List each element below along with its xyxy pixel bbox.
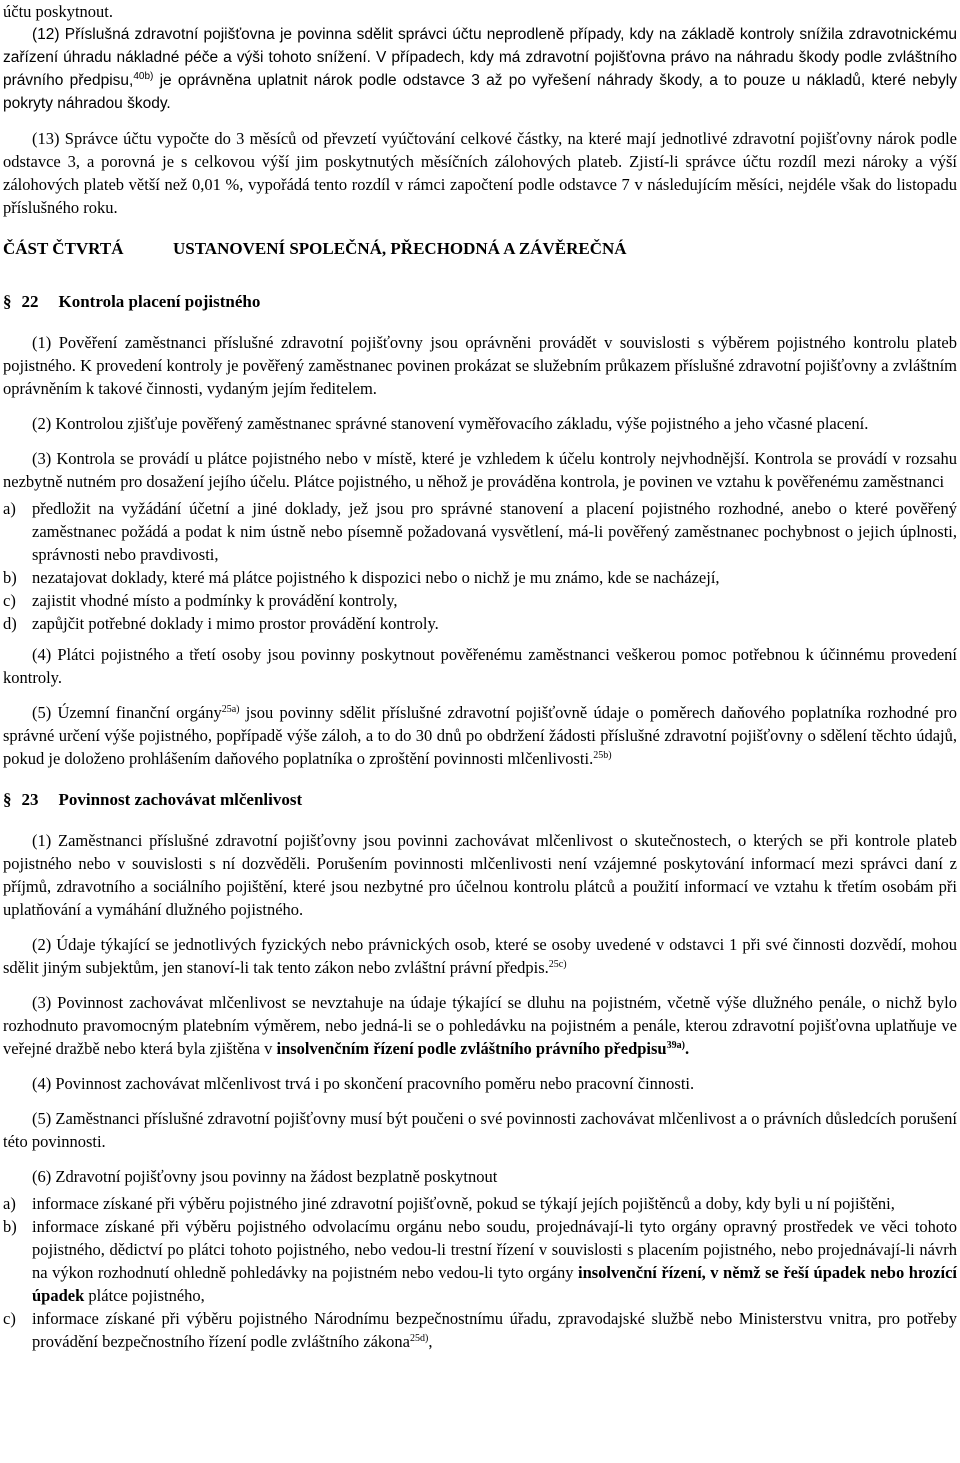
paragraph-12: (12) Příslušná zdravotní pojišťovna je povinna sdělit správci účtu neprodleně případy, kdy na základě kontroly snížila zdravotnickému zařízení úhradu nákladné péče a výši tohoto snížení. V případech, kdy má zdravotní pojišťovna právo na náhradu škody podle zvláštního právního předpisu,$^{40b)}$ je oprávněna uplatnit nárok podle odstavce 3 až po vyřešení náhrady škody, a to pouze u nákladů, které nebyly pokryty náhradou škody. (3, 26, 958, 112)
footnote-ref[interactable]: 25d) (410, 1333, 429, 1344)
footnote-ref[interactable]: 25b) (593, 750, 612, 761)
section-mark: § (3, 292, 12, 311)
s22-paragraph-4: (4) Plátci pojistného a třetí osoby jsou povinny poskytnout pověřenému zaměstnanci veškerou pomoc potřebnou k účinnému provedení kontroly. (3, 645, 957, 687)
footnote-ref[interactable]: 39a) (666, 1040, 685, 1051)
footnote-ref[interactable]: 25c) (548, 959, 567, 970)
list-item: a) informace získané při výběru pojistného jiné zdravotní pojišťovně, pokud se týkají jejích pojištěnců a doby, kdy byli u ní pojištěni, (3, 1194, 895, 1213)
s23-list (3, 1192, 957, 1353)
s22-paragraph-5: (5) Územní finanční orgány$^{25a)}$ jsou povinny sdělit příslušné zdravotní pojišťovně údaje o poměrech daňového poplatníka rozhodné pro správné určení výše pojistného, popřípadě výše záloh, a to do 30 dnů po obdržení žádosti příslušné zdravotní pojišťovny o sdělení těchto údajů, pokud je doloženo prohlášením daňového poplatníka o zproštění povinnosti mlčenlivosti.$^{25b)}$ (3, 703, 957, 768)
section-title: Kontrola placení pojistného (58, 292, 261, 311)
list-item: b) informace získané při výběru pojistného odvolacímu orgánu nebo soudu, projednávají-li tyto orgány opravný prostředek ve věci tohoto pojistného, dědictví po plátci tohoto pojistného, nebo vedou-li trestní řízení v souvislosti s placením pojistného, nebo projednávají-li návrh na výkon rozhodnutí ohledně pohledávky na pojistném nebo vedou-li tyto orgány insolvenční řízení, v němž se řeší úpadek nebo hrozící úpadek plátce pojistného, (3, 1217, 957, 1305)
footnote-ref[interactable]: 25a) (221, 704, 240, 715)
part-number: ČÁST ČTVRTÁ (3, 239, 124, 258)
s22-paragraph-2: (2) Kontrolou zjišťuje pověřený zaměstnanec správné stanovení vyměřovacího základu, výše pojistného a jeho včasné placení. (32, 414, 869, 433)
footnote-ref[interactable]: 40b) (133, 71, 154, 82)
s22-paragraph-1: (1) Pověření zaměstnanci příslušné zdravotní pojišťovny jsou oprávněni provádět v souvislosti s výběrem pojistného kontrolu plateb pojistného. K provedení kontroly je pověřený zaměstnanec povinen prokázat se služebním průkazem příslušné zdravotní pojišťovny a zvláštním oprávněním k takové činnosti, vydaným jejím ředitelem. (3, 333, 957, 398)
section-22-heading (3, 290, 957, 313)
s22-paragraph-3: (3) Kontrola se provádí u plátce pojistného nebo v místě, které je vzhledem k účelu kontroly nejvhodnější. Kontrola se provádí v rozsahu nezbytně nutném pro dosažení jejího účelu. Plátce pojistného, u něhož je prováděna kontrola, je povinen ve vztahu k pověřenému zaměstnanci (3, 449, 957, 491)
section-23-heading (3, 788, 957, 811)
list-item: a) předložit na vyžádání účetní a jiné doklady, jež jsou pro správné stanovení a placení pojistného rozhodné, anebo o které pověřený zaměstnanec požádá a podat k nim ústně nebo písemně požadovaná vysvětlení, má-li pověřený zaměstnanec pochybnost o jejich úplnosti, správnosti nebo pravdivosti, (3, 499, 957, 564)
s23-paragraph-3: (3) Povinnost zachovávat mlčenlivost se nevztahuje na údaje týkající se dluhu na pojistném, včetně výše dlužného penále, o nichž bylo rozhodnuto pravomocným platebním výměrem, nebo jedná-li se o pohledávku na pojistném a penále, kterou zdravotní pojišťovna uplatňuje ve veřejné dražbě nebo která byla zjištěna v insolvenčním řízení podle zvláštního právního předpisu$^{39a)}$. (3, 993, 957, 1058)
section-title: Povinnost zachovávat mlčenlivost (58, 790, 303, 809)
section-number: 23 (21, 790, 39, 809)
s23-paragraph-4: (4) Povinnost zachovávat mlčenlivost trvá i po skončení pracovního poměru nebo pracovní činnosti. (32, 1074, 695, 1093)
s22-list (3, 497, 957, 635)
s23-paragraph-6: (6) Zdravotní pojišťovny jsou povinny na žádost bezplatně poskytnout (32, 1167, 498, 1186)
list-item: d) zapůjčit potřebné doklady i mimo prostor provádění kontroly. (3, 614, 439, 633)
s23-paragraph-5: (5) Zaměstnanci příslušné zdravotní pojišťovny musí být poučeni o své povinnosti zachovávat mlčenlivost a o právních důsledcích porušení této povinnosti. (3, 1109, 957, 1151)
paragraph-13: (13) Správce účtu vypočte do 3 měsíců od převzetí vyúčtování celkové částky, na které mají jednotlivé zdravotní pojišťovny nárok podle odstavce 3, a porovná je s celkovou výší jim poskytnutých měsíčních zálohových plateb. Zjistí-li správce účtu rozdíl mezi nároky a výší zálohových plateb větší než 0,01 %, vypořádá tento rozdíl v rámci započtení podle odstavce 7 v následujícím měsíci, nejdéle však do listopadu příslušného roku. (3, 129, 957, 217)
s23-paragraph-2: (2) Údaje týkající se jednotlivých fyzických nebo právnických osob, které se osoby uvedené v odstavci 1 při své činnosti dozvědí, mohou sdělit jiným subjektům, jen stanoví-li tak tento zákon nebo zvláštní právní předpis.$^{25c)}$ (3, 935, 957, 977)
part-title: USTANOVENÍ SPOLEČNÁ, PŘECHODNÁ A ZÁVĚREČNÁ (173, 239, 627, 258)
section-mark: § (3, 790, 12, 809)
section-number: 22 (21, 292, 39, 311)
part-heading (3, 237, 957, 260)
top-fragment: účtu poskytnout. (3, 2, 113, 21)
list-item: c) zajistit vhodné místo a podmínky k provádění kontroly, (3, 591, 398, 610)
list-item: c) informace získané při výběru pojistného Národnímu bezpečnostnímu úřadu, zpravodajské službě nebo Ministerstvu vnitra, pro potřeby provádění bezpečnostního řízení podle zvláštního zákona$^{25d)}$, (3, 1309, 957, 1351)
s23-paragraph-1: (1) Zaměstnanci příslušné zdravotní pojišťovny jsou povinni zachovávat mlčenlivost o skutečnostech, o kterých se při kontrole plateb pojistného nebo v souvislosti s ní dozvěděli. Porušením povinnosti mlčenlivosti není vzájemné poskytování informací mezi správci daní z příjmů, zdravotního a sociálního pojištění, které jsou nezbytné pro účelnou kontrolu plátců a použití informací ve vztahu k třetím osobám při uplatňování a vymáhání dlužného pojistného. (3, 831, 957, 919)
list-item: b) nezatajovat doklady, které má plátce pojistného k dispozici nebo o nichž je mu známo, kde se nacházejí, (3, 568, 720, 587)
